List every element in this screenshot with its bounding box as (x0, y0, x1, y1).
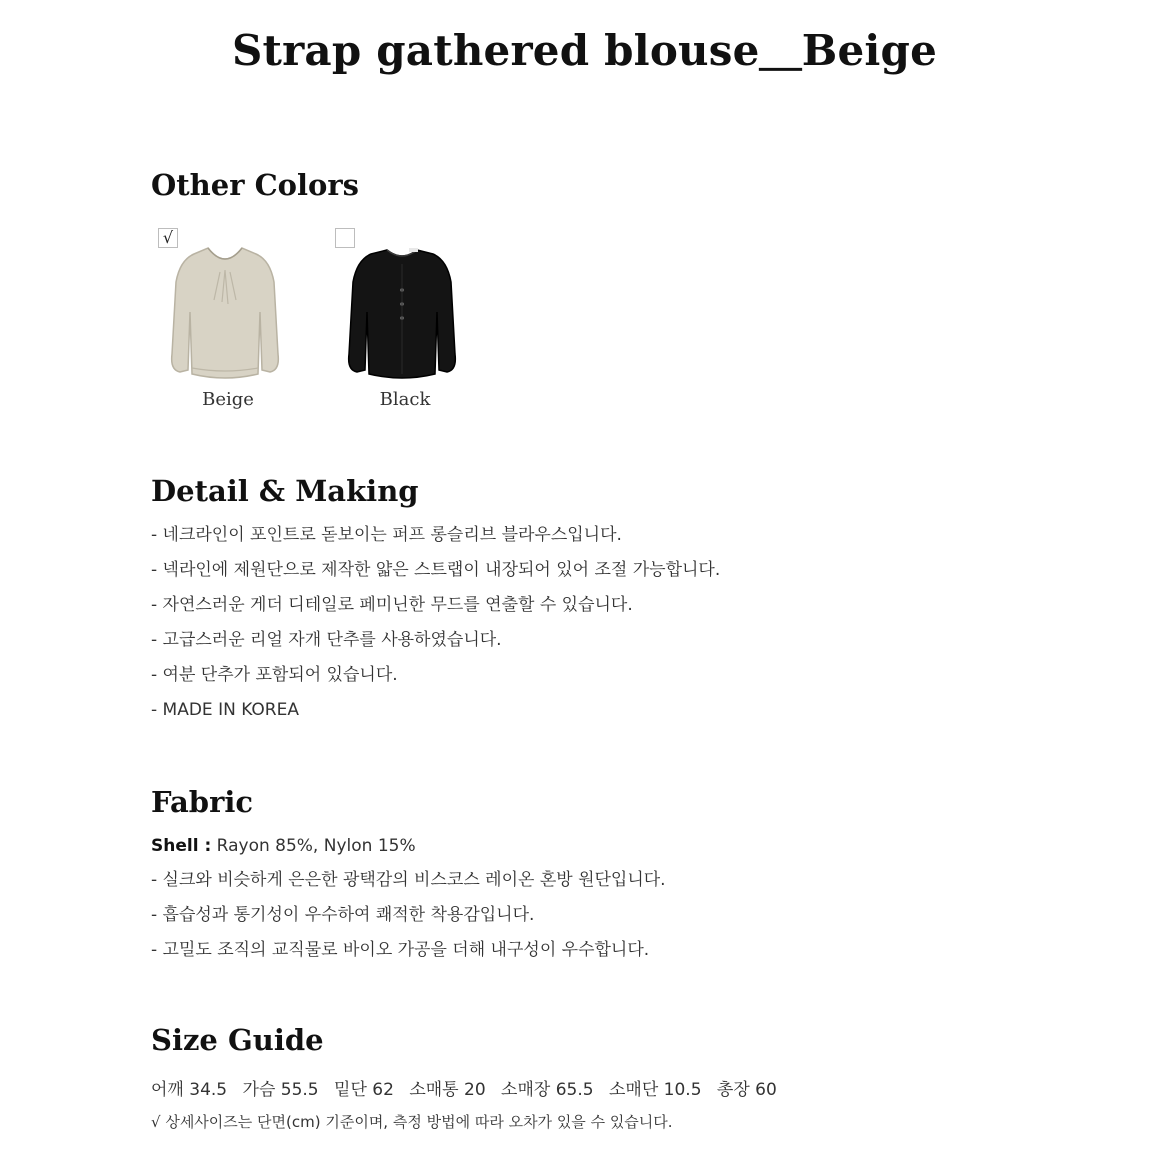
detail-line: - 고급스러운 리얼 자개 단추를 사용하였습니다. (151, 630, 502, 650)
fabric-shell-value: Rayon 85%, Nylon 15% (216, 836, 416, 856)
detail-line: - 자연스러운 게더 디테일로 페미닌한 무드를 연출할 수 있습니다. (151, 595, 633, 615)
detail-line: - 여분 단추가 포함되어 있습니다. (151, 665, 398, 685)
detail-line: - MADE IN KOREA (151, 700, 299, 720)
size-measurement: 소매장 65.5 (501, 1080, 594, 1100)
size-measurement: 밑단 62 (334, 1080, 394, 1100)
product-title: Strap gathered blouse＿Beige (231, 26, 938, 75)
size-measurement: 가슴 55.5 (242, 1080, 319, 1100)
detail-heading: Detail & Making (151, 474, 419, 508)
detail-list (151, 525, 720, 735)
black-blouse-image (347, 242, 457, 382)
other-colors-heading: Other Colors (151, 168, 359, 202)
size-guide-heading: Size Guide (151, 1023, 324, 1057)
fabric-shell-label: Shell : (151, 836, 212, 856)
fabric-heading: Fabric (151, 785, 254, 819)
color-checkbox-beige[interactable]: √ (158, 228, 178, 248)
color-option-black[interactable] (335, 228, 505, 428)
fabric-line: - 실크와 비슷하게 은은한 광택감의 비스코스 레이온 혼방 원단입니다. (151, 870, 666, 890)
detail-line: - 네크라인이 포인트로 돋보이는 퍼프 롱슬리브 블라우스입니다. (151, 525, 622, 545)
size-measurement: 소매단 10.5 (608, 1080, 702, 1100)
size-measurements (151, 1075, 787, 1100)
fabric-line: - 고밀도 조직의 교직물로 바이오 가공을 더해 내구성이 우수합니다. (151, 940, 650, 960)
color-label-black: Black (379, 389, 431, 410)
detail-line: - 넥라인에 제원단으로 제작한 얇은 스트랩이 내장되어 있어 조절 가능합니다. (151, 560, 721, 580)
color-option-beige[interactable] (158, 228, 328, 428)
size-measurement: 총장 60 (716, 1080, 777, 1100)
size-measurement: 소매통 20 (409, 1080, 486, 1100)
fabric-line: - 흡습성과 통기성이 우수하여 쾌적한 착용감입니다. (151, 905, 535, 925)
size-measurement: 어깨 34.5 (151, 1080, 228, 1100)
beige-blouse-image (170, 242, 280, 382)
color-label-beige: Beige (202, 389, 254, 410)
fabric-list (151, 870, 666, 975)
fabric-shell-line (151, 836, 416, 856)
size-note: √ 상세사이즈는 단면(cm) 기준이며, 측정 방법에 따라 오차가 있을 수 있습니다. (151, 1113, 673, 1131)
